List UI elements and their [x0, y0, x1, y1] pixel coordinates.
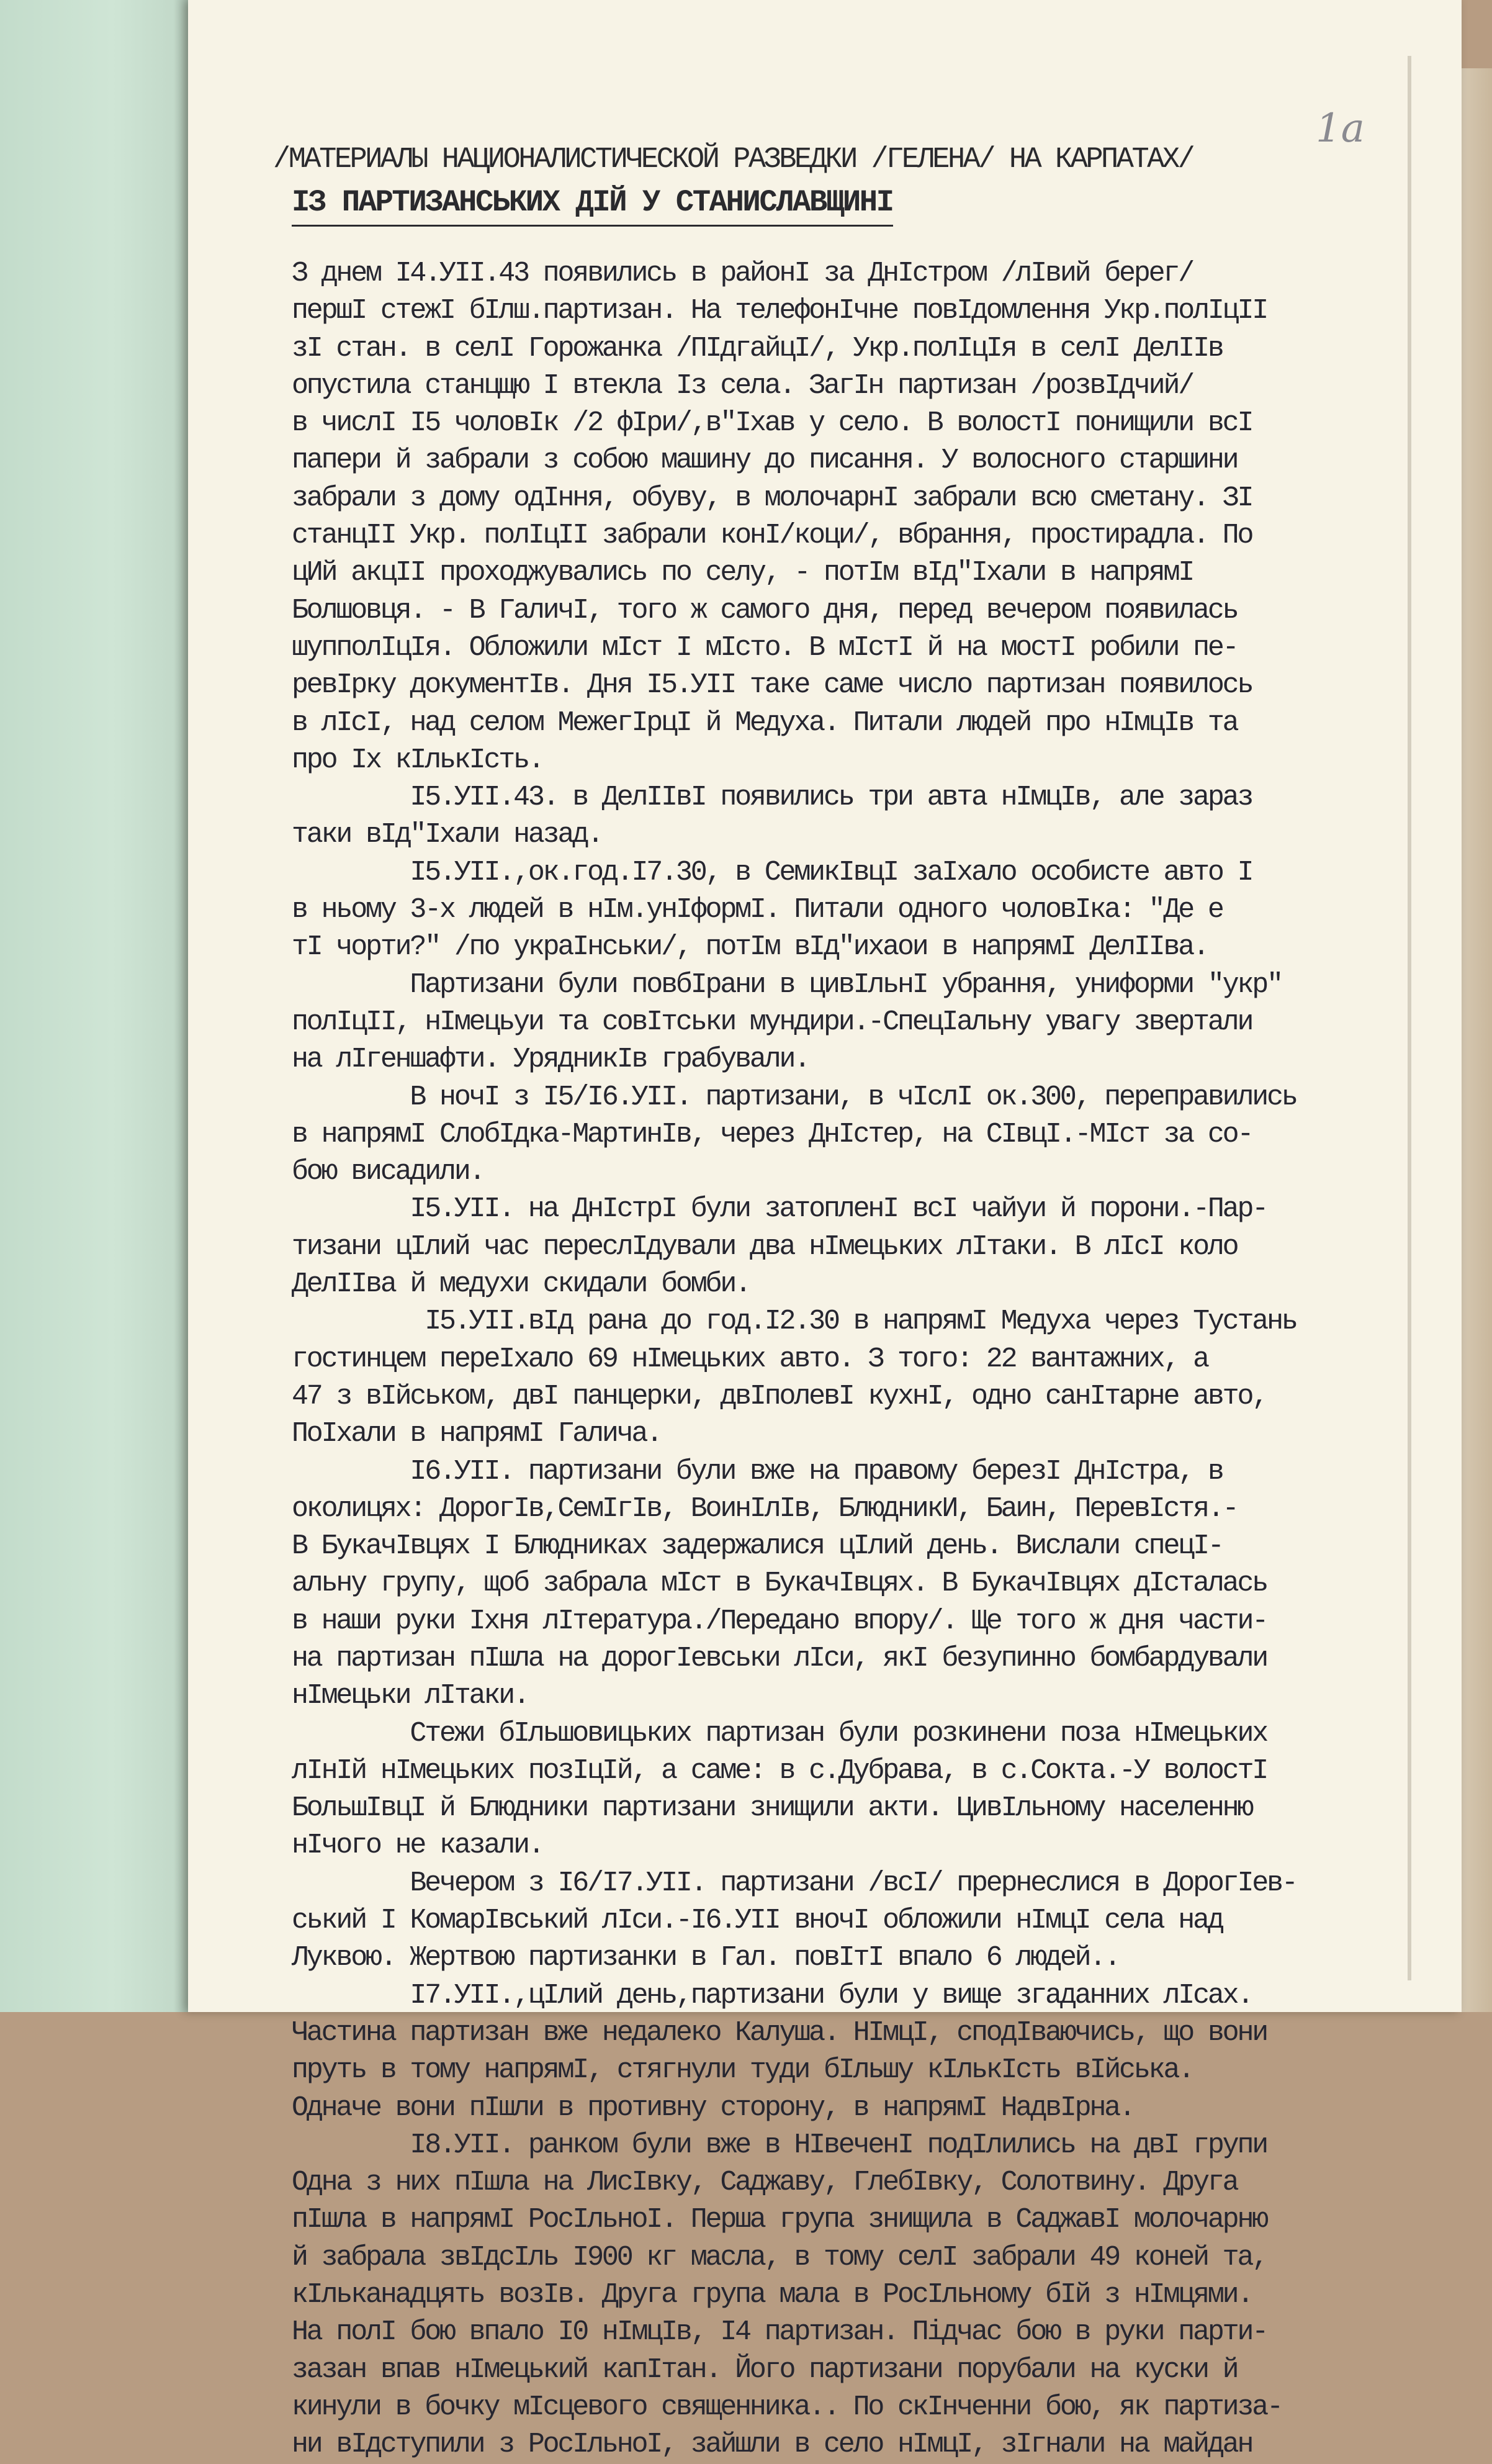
text-line: зІ стан. в селІ Горожанка /ПІдгайцІ/, Укр.полІцІя в селІ ДелІІв [292, 332, 1223, 364]
text-line: В БукачІвцях І Блюдниках задержалися цІлий день. Вислали спецІ- [292, 1530, 1223, 1563]
text-line: в числІ І5 чоловІк /2 фІри/,в"Іхав у село. В волостІ понищили всІ [292, 407, 1252, 440]
text-line: Одначе вони пІшли в противну сторону, в напрямІ НадвІрна. [292, 2092, 1134, 2124]
page-number: 1а [1316, 106, 1365, 151]
text-line: на лІгеншафти. УрядникІв грабували. [292, 1044, 809, 1076]
text-line: нІчого не казали. [292, 1830, 543, 1862]
text-line: опустила станцщю І втекла Із села. ЗагІн партизан /розвІдчий/ [292, 369, 1193, 402]
text-line: ревІрку документІв. Дня І5.УІІ таке саме число партизан появилось [292, 669, 1252, 702]
text-line: альну групу, щоб забрала мІст в БукачІвцях. В БукачІвцях дІсталась [292, 1568, 1267, 1600]
text-line: На полІ бою впало І0 нІмцІв, І4 партизан. Підчас бою в руки парти- [292, 2316, 1267, 2349]
text-line: першІ стежІ бІлш.партизан. На телефонІчне повІдомлення Укр.полІцІІ [292, 295, 1267, 327]
text-line: й забрала звІдсІль І900 кг масла, в тому селІ забрали 49 коней та, [292, 2241, 1267, 2273]
text-line: Луквою. Жертвою партизанки в Гал. повІтІ впало 6 людей.. [292, 1942, 1120, 1974]
text-line: на партизан пІшла на дорогІевськи лІси, якІ безупинно бомбардували [292, 1642, 1267, 1674]
text-line: ський І КомарІвський лІси.-І6.УІІ вночІ обложили нІмцІ села над [292, 1905, 1223, 1937]
text-line: Частина партизан вже недалеко Калуша. НІмцІ, сподІваючись, що вони [292, 2016, 1267, 2049]
text-line: пІшла в напрямІ РосІльноІ. Перша група знищила в СаджавІ молочарню [292, 2204, 1267, 2236]
text-line: цИй акцІІ проходжувались по селу, - потІм вІд"Іхали в напрямІ [292, 557, 1193, 589]
text-line: Болшовця. - В ГаличІ, того ж самого дня, перед вечером появилась [292, 594, 1238, 626]
text-line: околицях: ДорогІв,СемІгІв, ВоинІлІв, БлюдникИ, Баин, ПеревІстя.- [292, 1492, 1238, 1525]
header-line-2: ІЗ ПАРТИЗАНСЬКИХ ДІЙ У СТАНИСЛАВЩИНІ [292, 183, 893, 227]
text-line: лІнІй нІмецьких позІцІй, а саме: в с.Дубрава, в с.Сокта.-У волостІ [292, 1754, 1267, 1787]
text-line: З днем І4.УІІ.43 появились в районІ за ДнІстром /лІвий берег/ [292, 258, 1193, 289]
text-line: І6.УІІ. партизани були вже на правому березІ ДнІстра, в [292, 1455, 1223, 1487]
text-line: станцІІ Укр. полІцІІ забрали конІ/коци/, вбрання, простирадла. По [292, 520, 1252, 552]
text-line: Одна з них пІшла на ЛисІвку, Саджаву, ГлебІвку, Солотвину. Друга [292, 2167, 1238, 2199]
text-line: ДелІІва й медухи скидали бомби. [292, 1268, 750, 1301]
text-line: бою висадили. [292, 1156, 484, 1188]
text-line: пруть в тому напрямІ, стягнули туди бІльшу кІлькІсть вІйська. [292, 2054, 1193, 2087]
text-line: І5.УІІ. на ДнІстрІ були затопленІ всІ чайуи й порони.-Пар- [292, 1193, 1267, 1225]
document-header [273, 140, 1403, 227]
text-line: тІ чорти?" /по украІнськи/, потІм вІд"ихаои в напрямІ ДелІІва. [292, 931, 1208, 963]
text-line: в ньому 3-х людей в нІм.унІформІ. Питали одного чоловІка: "Де е [292, 894, 1223, 926]
text-line: І8.УІІ. ранком були вже в НІвеченІ подІлились на двІ групи [292, 2129, 1267, 2161]
text-line: БольшІвцІ й Блюдники партизани знищили акти. ЦивІльному населенню [292, 1792, 1252, 1825]
text-line: про Іх кІлькІсть. [292, 744, 543, 776]
text-line: ПоІхали в напрямІ Галича. [292, 1418, 662, 1450]
text-line: кинули в бочку мІсцевого священника.. По скІнченни бою, як партиза- [292, 2391, 1282, 2423]
text-line: ни вІдступили з РосІльноІ, зайшли в село нІмцІ, зІгнали на майдан [292, 2429, 1252, 2461]
text-line: зазан впав нІмецький капІтан. Його партизани порубали на куски й [292, 2353, 1238, 2386]
text-line: І5.УІІ.вІд рана до год.І2.30 в напрямІ Медуха через Тустань [292, 1306, 1297, 1338]
text-line: шупполІцІя. Обложили мІст І мІсто. В мІстІ й на мостІ робили пе- [292, 631, 1238, 664]
header-line-1: /МАТЕРИАЛЫ НАЦИОНАЛИСТИЧЕСКОЙ РАЗВЕДКИ /ГЕЛЕНА/ НА КАРПАТАХ/ [273, 143, 1193, 176]
text-line: І7.УІІ.,цІлий день,партизани були у вище згаданних лІсах. [292, 1979, 1252, 2011]
document-body [292, 255, 1427, 2464]
text-line: Стежи бІльшовицьких партизан були розкинени поза нІмецьких [292, 1717, 1267, 1749]
text-line: забрали з дому одІння, обуву, в молочарнІ забрали всю сметану. ЗІ [292, 482, 1252, 514]
text-line: гостинцем переІхало 69 нІмецьких авто. З того: 22 вантажних, а [292, 1343, 1208, 1375]
text-line: нІмецьки лІтаки. [292, 1680, 528, 1712]
text-line: тизани цІлий час переслІдували два нІмецьких лІтаки. В лІсІ коло [292, 1230, 1238, 1263]
text-line: полІцІІ, нІмецьуи та совІтськи мундири.-СпецІальну увагу звертали [292, 1006, 1252, 1038]
text-line: таки вІд"Іхали назад. [292, 819, 602, 851]
text-line: І5.УІІ.43. в ДелІІвІ появились три авта нІмцІв, але зараз [292, 782, 1252, 814]
text-line: в напрямІ СлобІдка-МартинІв, через ДнІстер, на СІвцІ.-МІст за со- [292, 1118, 1252, 1150]
text-line: в наши руки Іхня лІтература./Передано впору/. Ще того ж дня части- [292, 1605, 1267, 1637]
text-line: кІльканадцять возІв. Друга група мала в РосІльному бІй з нІмцями. [292, 2279, 1252, 2311]
text-line: 47 з вІйськом, двІ панцерки, двІполевІ кухнІ, одно санІтарне авто, [292, 1380, 1267, 1412]
text-line: Партизани були повбІрани в цивІльнІ убрання, униформи "укр" [292, 968, 1282, 1001]
text-line: І5.УІІ.,ок.год.І7.30, в СемикІвцІ заІхало особисте авто І [292, 856, 1252, 888]
text-line: В ночІ з І5/І6.УІІ. партизани, в чІслІ ок.300, переправились [292, 1081, 1297, 1113]
text-line: папери й забрали з собою машину до писання. У волосного старшини [292, 445, 1238, 477]
text-line: Вечером з І6/І7.УІІ. партизани /всІ/ прернеслися в ДорогІев- [292, 1867, 1297, 1899]
text-line: в лІсІ, над селом МежегІрцІ й Медуха. Питали людей про нІмцІв та [292, 706, 1238, 739]
